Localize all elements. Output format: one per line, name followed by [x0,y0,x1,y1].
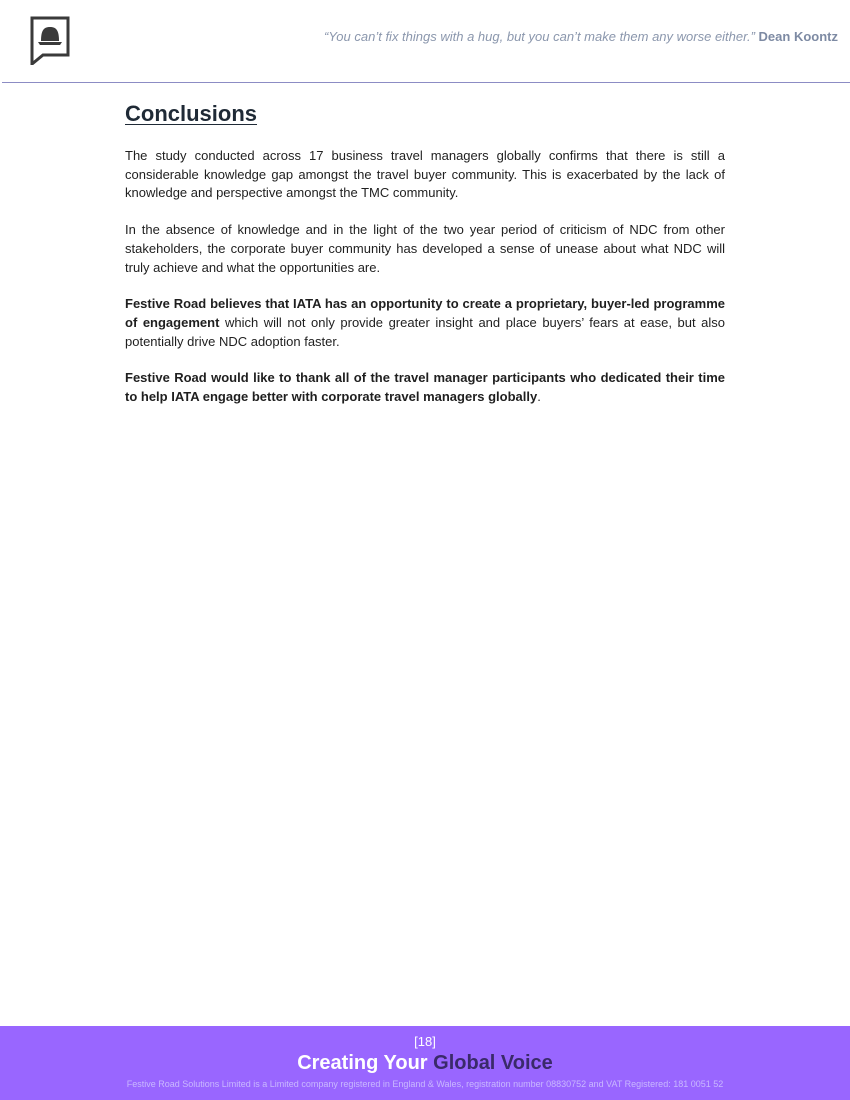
footer [0,1026,850,1100]
paragraph-3-rest: which will not only provide greater insight and place buyers’ fears at ease, but also potentially drive NDC adoption faster. [125,314,725,349]
footer-tagline [0,1052,850,1075]
speech-bubble-hat-icon [29,15,71,65]
quote-author: Dean Koontz [758,29,838,44]
main-content [125,101,725,425]
paragraph-4 [125,369,725,406]
page-title: Conclusions [125,101,258,126]
paragraph-3 [125,295,725,351]
header-divider [2,82,850,83]
tagline-part-1: Creating Your [297,1052,434,1074]
paragraph-4-end: . [537,389,541,405]
paragraph-3-bold: Festive Road believes that IATA has an opportunity to create a proprietary, buyer-led programme of engagement [125,296,725,330]
tagline-part-2: Global Voice [433,1052,553,1074]
header-quote [324,29,838,44]
footer-legal-text: Festive Road Solutions Limited is a Limited company registered in England & Wales, registration number 08830752 and VAT Registered: 181 0051 52 [126,1079,724,1089]
paragraph-4-bold: Festive Road would like to thank all of the travel manager participants who dedicated their time to help IATA engage better with corporate travel managers globally [125,370,725,405]
paragraph-2: In the absence of knowledge and in the light of the two year period of criticism of NDC from other stakeholders, the corporate buyer community has developed a sense of unease about what NDC will truly achieve and what the opportunities are. [125,222,725,275]
logo-icon [29,15,71,65]
paragraph-1: The study conducted across 17 business travel managers globally confirms that there is still a considerable knowledge gap amongst the travel buyer community. This is exacerbated by the lack of knowledge and perspective amongst the TMC community. [125,148,725,201]
page-number: [18] [414,1034,436,1049]
quote-text: “You can’t fix things with a hug, but you can’t make them any worse either.” [324,29,755,44]
